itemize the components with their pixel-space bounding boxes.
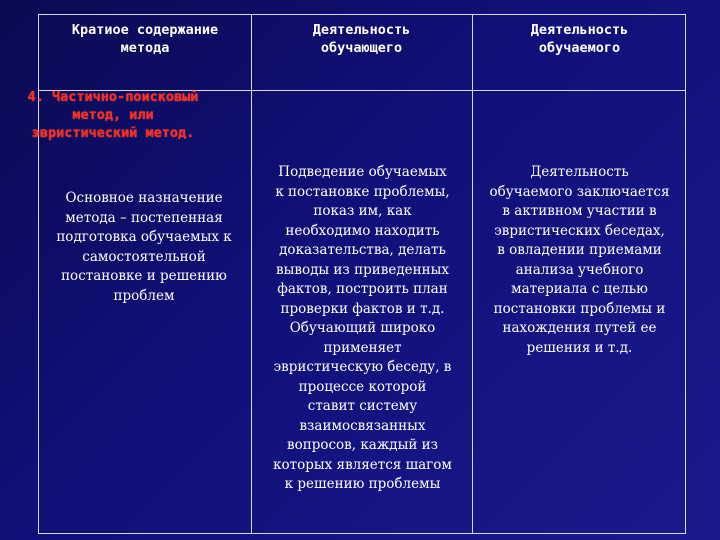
header-teacher-activity: Деятельность обучающего xyxy=(312,22,411,56)
header-student-activity: Деятельность обучаемого xyxy=(530,22,629,56)
column-divider xyxy=(472,15,473,533)
column-divider xyxy=(251,15,252,533)
header-method-summary: Кратиое содержание метода xyxy=(71,22,219,56)
method-purpose-text: Основное назначение метода – постепенная подготовка обучаемых к самостоятельной постановке и решению проблем xyxy=(56,190,232,304)
student-activity-text: Деятельность обучаемого заключается в активном участии в эвристических беседах, в овладении приемами анализа учебного материала с целью постановки проблемы и нахождения путей ее решения и т.д. xyxy=(489,164,670,356)
method-title: 4. Частично-поисковый метод, или эвристический метод. xyxy=(27,89,199,141)
teacher-activity-text: Подведение обучаемых к постановке проблемы, показ им, как необходимо находить доказательства, делать выводы из приведенных фактов, построить план проверки фактов и т.д. Обучающий широко применяет эвристическую беседу, в процессе которой ставит систему взаимосвязанных вопросов, каждый из которых является шагом к решению проблемы xyxy=(273,164,452,492)
